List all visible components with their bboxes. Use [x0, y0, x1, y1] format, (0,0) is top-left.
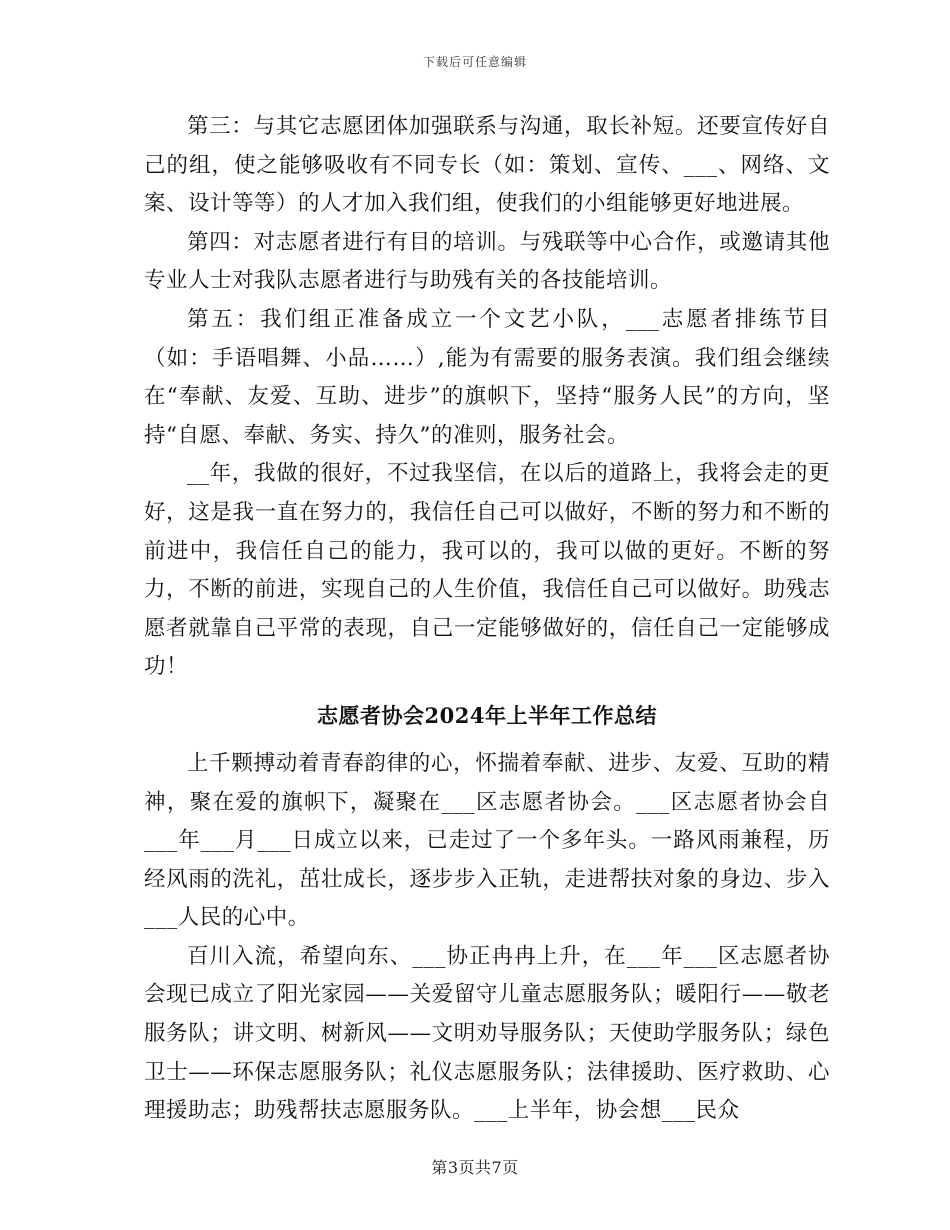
paragraph-year-reflection: __年，我做的很好，不过我坚信，在以后的道路上，我将会走的更好，这是我一直在努力的，我信任自己可以做好，不断的努力和不断的前进中，我信任自己的能力，我可以的，我可以做的更好。不断的努力，不断的前进，实现自己的人生价值，我信任自己可以做好。助残志愿者就靠自己平常的表现，自己一定能够做好的，信任自己一定能够成功！	[144, 461, 830, 680]
page-header: 下载后可任意编辑	[422, 55, 527, 69]
paragraph-third-point: 第三：与其它志愿团体加强联系与沟通，取长补短。还要宣传好自己的组，使之能够吸收有不同专长（如：策划、宣传、___、网络、文案、设计等等）的人才加入我们组，使我们的小组能够更好地进展。	[144, 114, 830, 217]
section-title: 志愿者协会2024年上半年工作总结	[317, 702, 657, 728]
paragraph-service-teams: 百川入流，希望向东、___协正冉冉上升，在___年___区志愿者协会现已成立了阳光家园——关爱留守儿童志愿服务队；暖阳行——敬老服务队；讲文明、树新风——文明劝导服务队；天使助学服务队；绿色卫士——环保志愿服务队；礼仪志愿服务队；法律援助、医疗救助、心理援助志；助残帮扶志愿服务队。___上半年，协会想___民众	[144, 943, 830, 1124]
paragraph-association-intro: 上千颗搏动着青春韵律的心，怀揣着奉献、进步、友爱、互助的精神，聚在爱的旗帜下，凝聚在___区志愿者协会。___区志愿者协会自___年___月___日成立以来，已走过了一个多年头。一路风雨兼程，历经风雨的洗礼，茁壮成长，逐步步入正轨，走进帮扶对象的身边、步入___人民的心中。	[144, 750, 830, 931]
paragraph-fifth-point: 第五：我们组正准备成立一个文艺小队，___志愿者排练节目（如：手语唱舞、小品……）,能为有需要的服务表演。我们组会继续在“奉献、友爱、互助、进步”的旗帜下，坚持“服务人民”的方向，坚持“自愿、奉献、务实、持久”的准则，服务社会。	[144, 306, 830, 448]
document-body	[144, 108, 830, 1131]
page-number: 第3页共7页	[431, 1158, 519, 1177]
paragraph-fourth-point: 第四：对志愿者进行有目的培训。与残联等中心合作，或邀请其他专业人士对我队志愿者进行与助残有关的各技能培训。	[144, 229, 830, 294]
